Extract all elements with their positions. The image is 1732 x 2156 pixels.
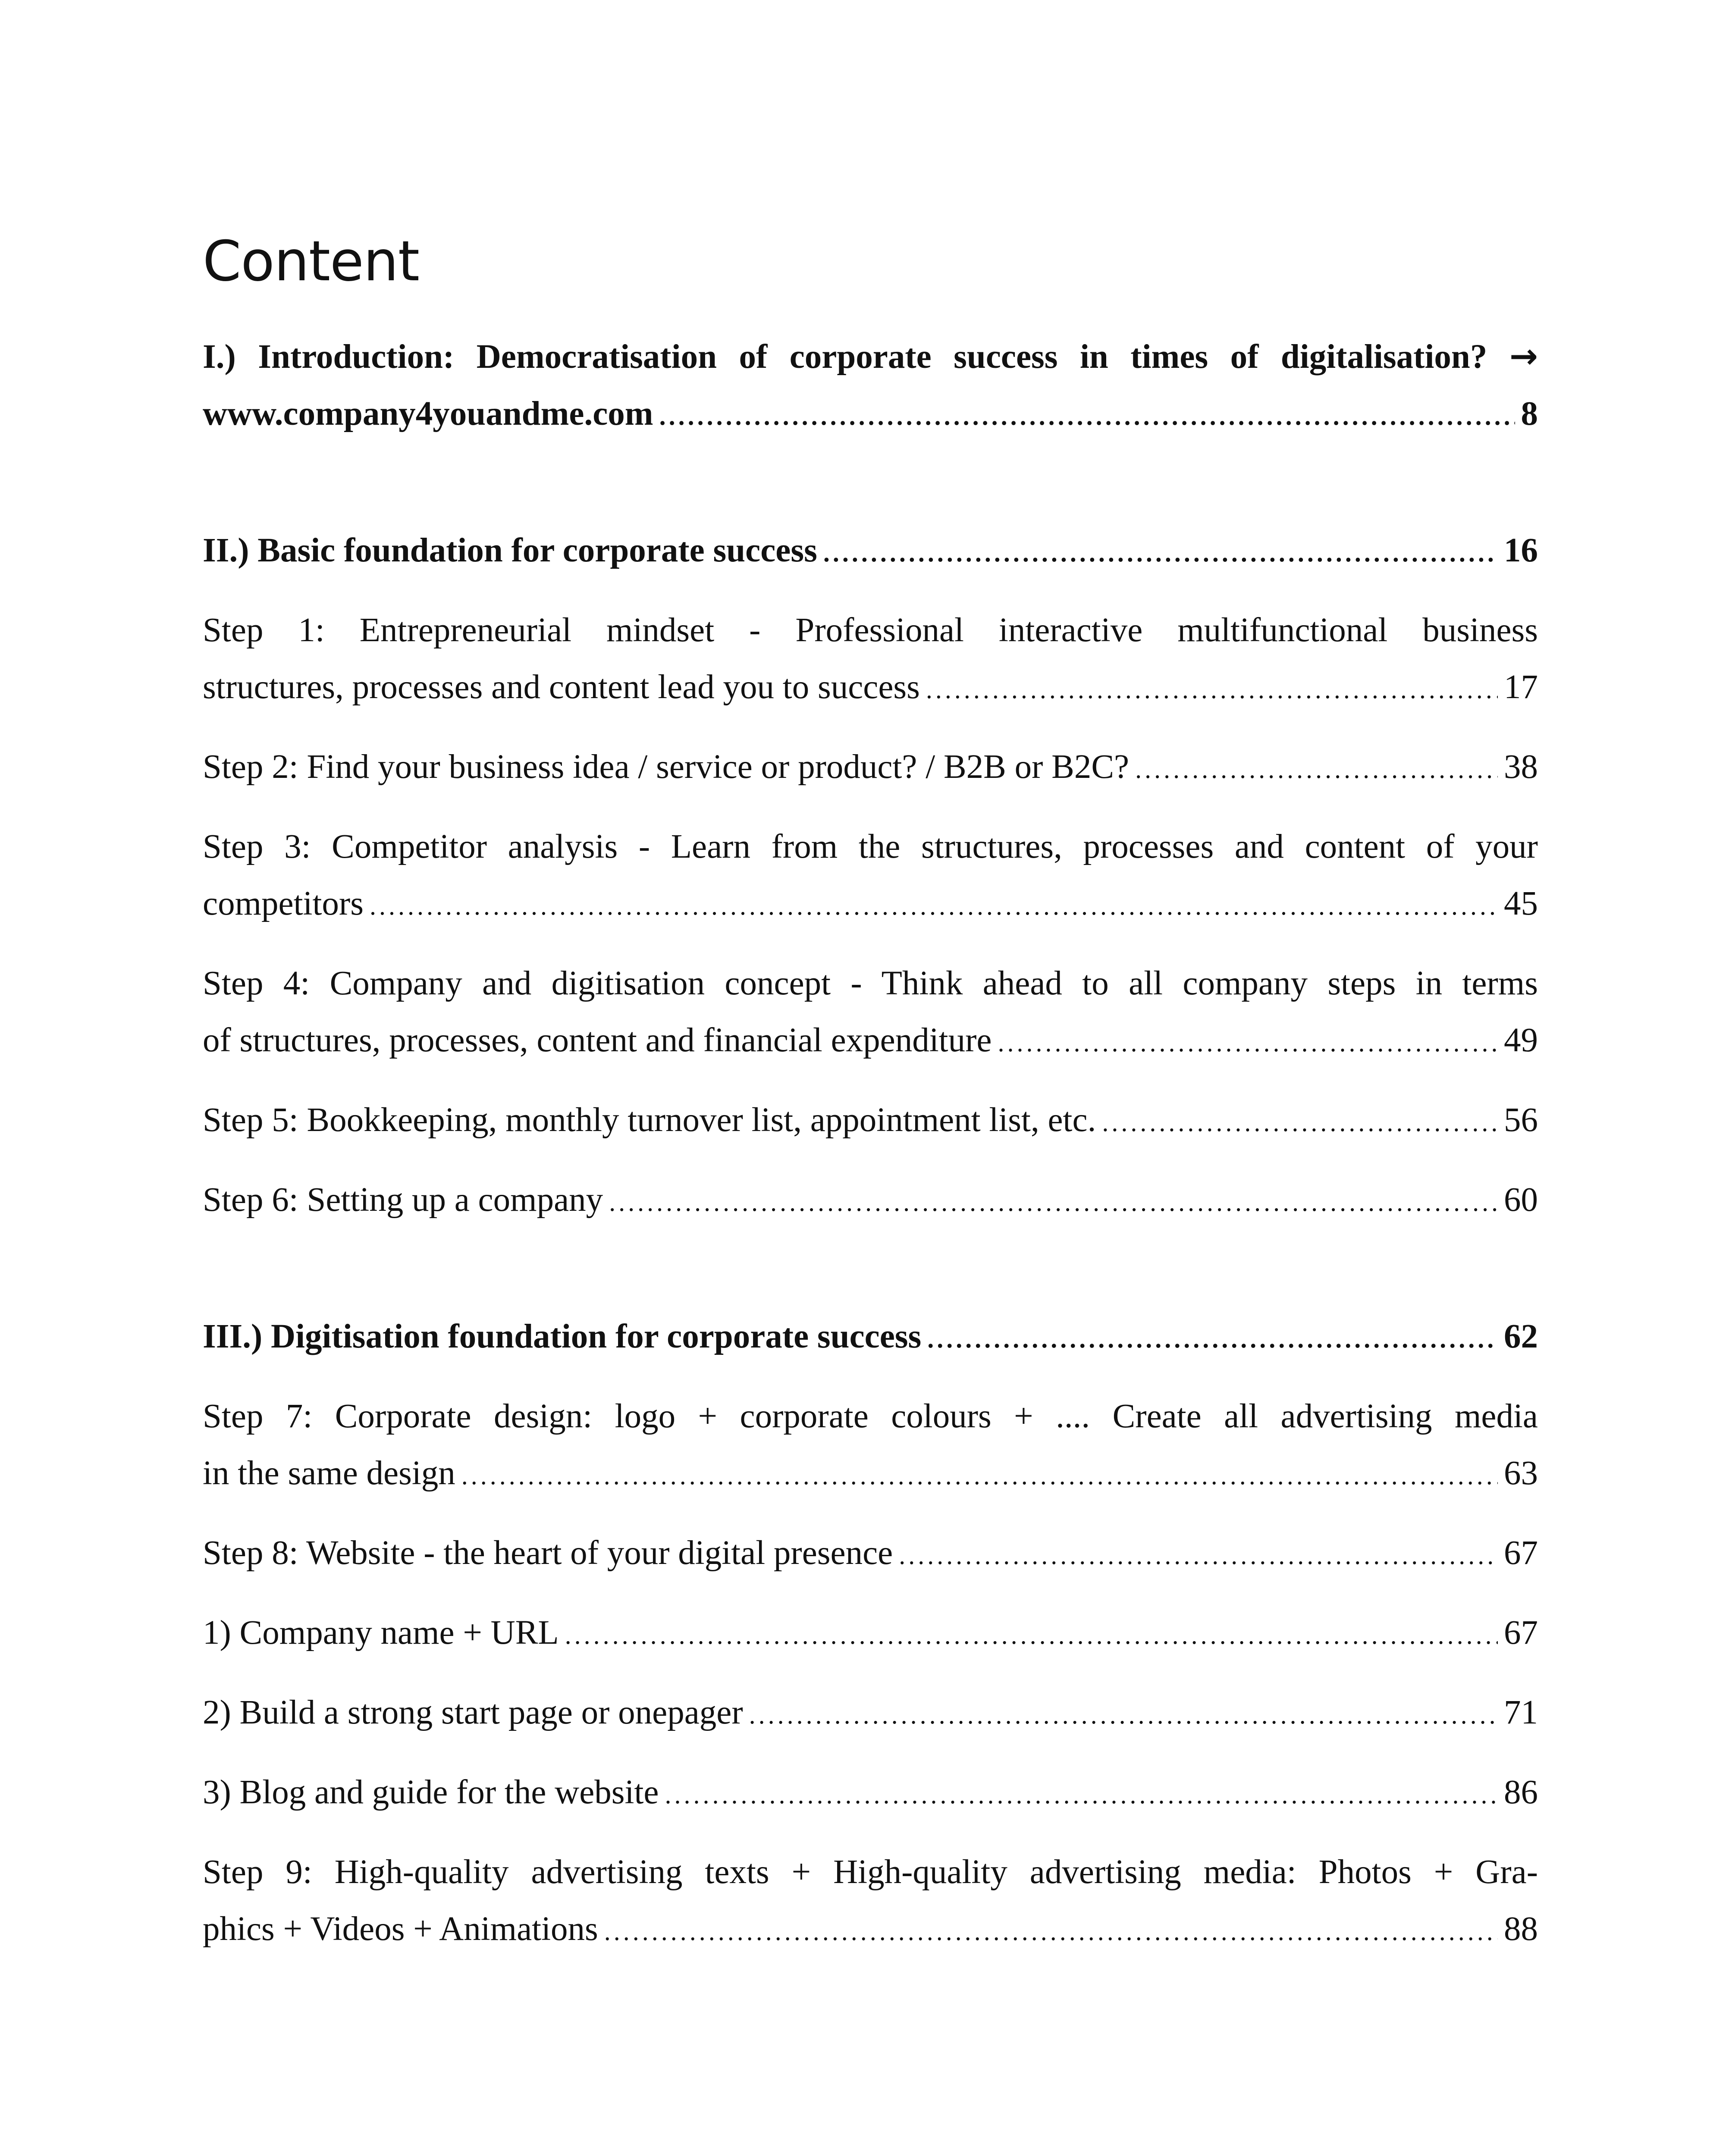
dot-leader (749, 1684, 1498, 1743)
toc-entry-step-5 (203, 1092, 1538, 1151)
dot-leader (665, 1764, 1498, 1823)
toc-entry-step-9 (203, 1844, 1538, 1960)
toc-entry-line (203, 1172, 1538, 1231)
page-title: Content (203, 229, 420, 294)
dot-leader (604, 1901, 1498, 1960)
toc-entry-title: in the same design (203, 1454, 455, 1492)
dot-leader (998, 1012, 1498, 1071)
toc-entry-line: Step 3: Competitor analysis - Learn from the structures, processes and content of your (203, 828, 1538, 865)
page-number: 88 (1504, 1910, 1538, 1948)
toc-entry-title: phics + Videos + Animations (203, 1910, 598, 1948)
toc-entry-step-2 (203, 739, 1538, 798)
toc-entry-line (203, 875, 1538, 934)
toc-entry-title: Step 8: Website - the heart of your digital presence (203, 1534, 893, 1572)
toc-entry-title: II.) Basic foundation for corporate success (203, 532, 817, 569)
page-number: 56 (1504, 1101, 1538, 1139)
toc-entry-basic-foundation (203, 522, 1538, 581)
toc-entry-digitisation-foundation (203, 1308, 1538, 1367)
toc-entry-step-1 (203, 602, 1538, 718)
arrow-right-icon: → (1509, 336, 1538, 376)
page-number: 38 (1504, 748, 1538, 786)
toc-entry-line: Step 9: High-quality advertising texts + High-quality advertising media: Photos + Gra- (203, 1853, 1538, 1891)
toc-entry-sub-3 (203, 1764, 1538, 1823)
toc-entry-title: Step 6: Setting up a company (203, 1181, 603, 1219)
toc-entry-step-4 (203, 955, 1538, 1071)
page-number: 63 (1504, 1454, 1538, 1492)
page-number: 45 (1504, 885, 1538, 922)
toc-entry-line (203, 1525, 1538, 1584)
page-number: 16 (1504, 532, 1538, 569)
toc-entry-title: III.) Digitisation foundation for corporate success (203, 1318, 922, 1355)
toc-entry-line (203, 739, 1538, 798)
dot-leader (1135, 739, 1498, 798)
toc-entry-line: Step 4: Company and digitisation concept - Think ahead to all company steps in terms (203, 965, 1538, 1002)
dot-leader (461, 1445, 1498, 1504)
dot-leader (823, 522, 1498, 581)
toc-entry-title: I.) Introduction: Democratisation of corporate success in times of digitalisation? (203, 338, 1487, 376)
page-number: 71 (1504, 1694, 1538, 1731)
toc-entry-line (203, 1684, 1538, 1743)
toc-entry-title: www.company4youandme.com (203, 395, 653, 432)
toc-entry-title: of structures, processes, content and financial expenditure (203, 1022, 992, 1059)
dot-leader (565, 1604, 1498, 1664)
toc-entry-sub-1 (203, 1604, 1538, 1664)
toc-entry-line (203, 522, 1538, 581)
toc-entry-step-7 (203, 1388, 1538, 1504)
dot-leader (926, 659, 1498, 718)
toc-entry-step-3 (203, 818, 1538, 934)
toc-entry-line (203, 1308, 1538, 1367)
toc-entry-title: Step 5: Bookkeeping, monthly turnover list, appointment list, etc. (203, 1101, 1096, 1139)
toc-entry-line (203, 1764, 1538, 1823)
dot-leader (370, 875, 1498, 934)
toc-entry-title: 2) Build a strong start page or onepager (203, 1694, 743, 1731)
toc-entry-line: Step 1: Entrepreneurial mindset - Professional interactive multifunctional business (203, 611, 1538, 649)
toc-entry-line (203, 1901, 1538, 1960)
toc-entry-step-8 (203, 1525, 1538, 1584)
page-number: 8 (1521, 395, 1538, 432)
dot-leader (609, 1172, 1498, 1231)
dot-leader (899, 1525, 1498, 1584)
page-number: 60 (1504, 1181, 1538, 1219)
page-number: 67 (1504, 1534, 1538, 1572)
toc-entry-title: structures, processes and content lead you to success (203, 668, 920, 706)
toc-entry-introduction (203, 328, 1538, 445)
toc-entry-line (203, 1092, 1538, 1151)
dot-leader (927, 1308, 1498, 1367)
toc-entry-line (203, 1604, 1538, 1664)
table-of-contents (203, 328, 1538, 1960)
page-number: 49 (1504, 1022, 1538, 1059)
dot-leader (659, 385, 1515, 445)
page-number: 17 (1504, 668, 1538, 706)
toc-entry-title: 3) Blog and guide for the website (203, 1774, 659, 1811)
toc-entry-line (203, 659, 1538, 718)
toc-entry-title: competitors (203, 885, 364, 922)
toc-entry-title: 1) Company name + URL (203, 1614, 559, 1651)
toc-entry-line (203, 385, 1538, 445)
toc-entry-line: Step 7: Corporate design: logo + corporate colours + .... Create all advertising media (203, 1398, 1538, 1435)
toc-entry-line (203, 1445, 1538, 1504)
page-number: 67 (1504, 1614, 1538, 1651)
toc-entry-line (203, 328, 1538, 385)
toc-entry-sub-2 (203, 1684, 1538, 1743)
toc-entry-title: Step 2: Find your business idea / service or product? / B2B or B2C? (203, 748, 1130, 786)
toc-entry-line (203, 1012, 1538, 1071)
toc-entry-step-6 (203, 1172, 1538, 1231)
page-number: 86 (1504, 1774, 1538, 1811)
dot-leader (1102, 1092, 1498, 1151)
page-number: 62 (1504, 1318, 1538, 1355)
